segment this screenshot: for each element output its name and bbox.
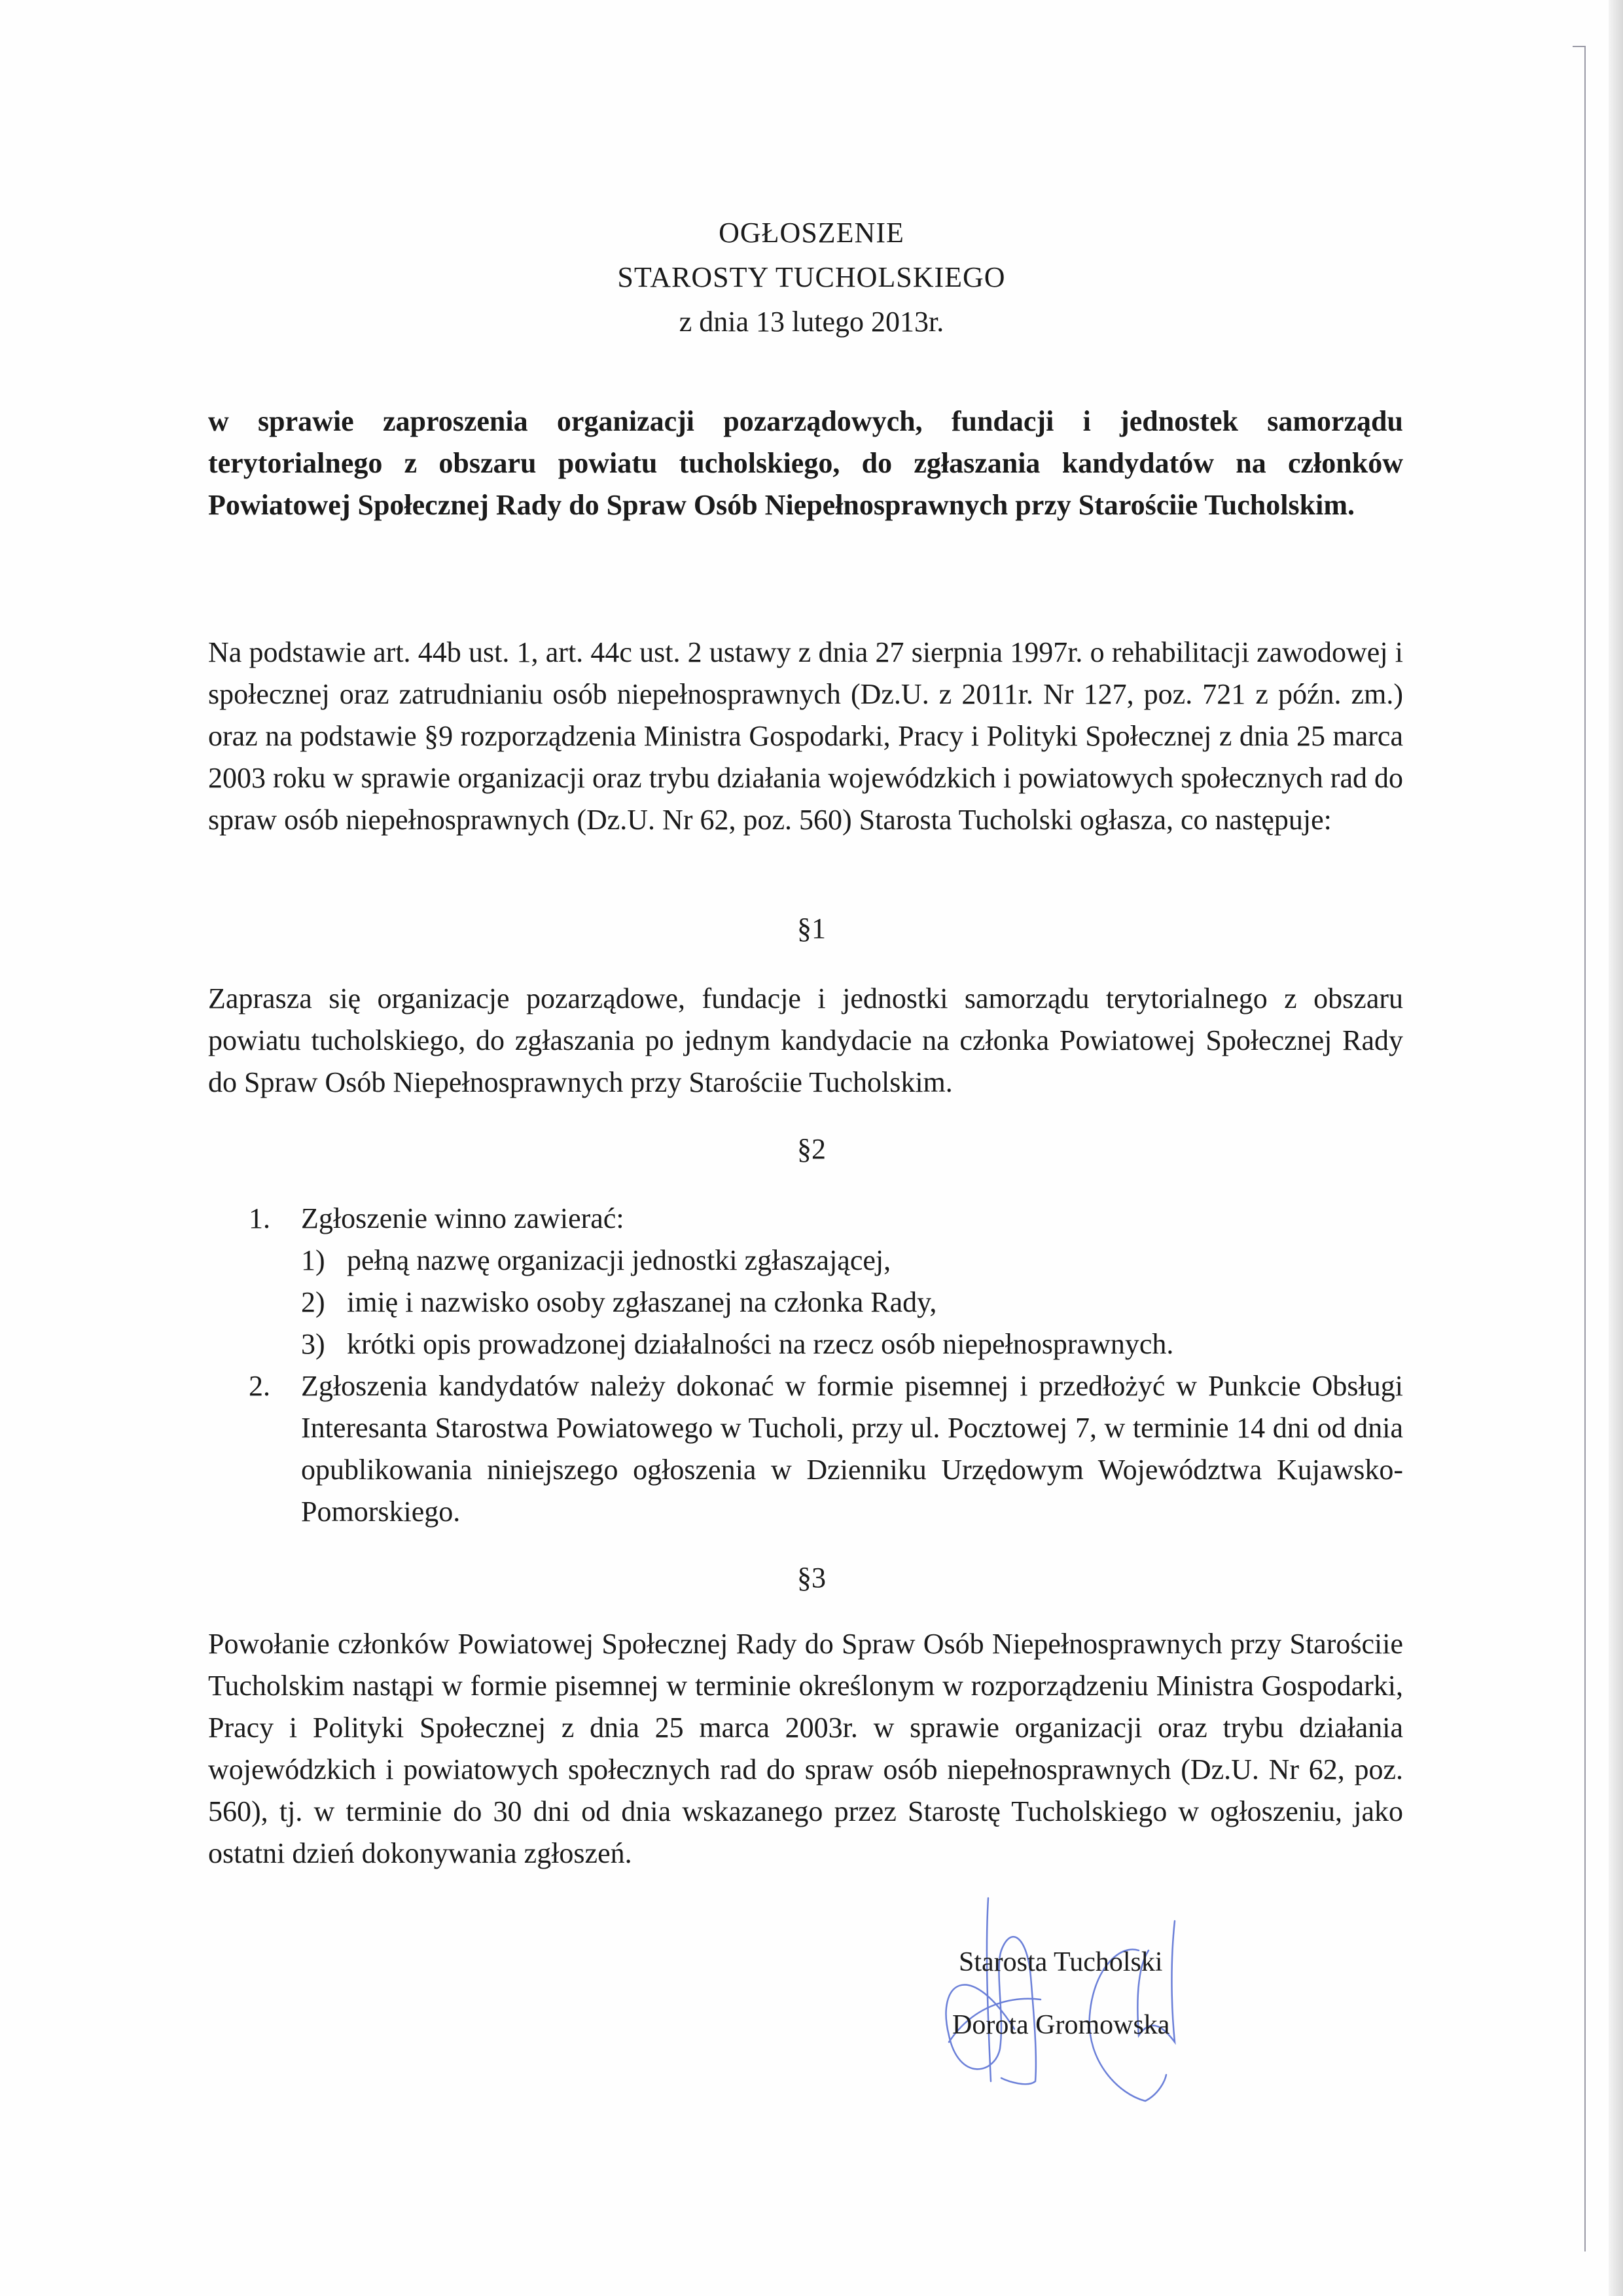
section-3-text: Powołanie członków Powiatowej Społecznej Rady do Spraw Osób Niepełnosprawnych przy Starościie Tucholskim nastąpi w formie pisemnej w terminie określonym w rozporządzeniu Ministra Gospodarki, Pracy i Polityki Społecznej z dnia 25 marca 2003r. w sprawie organizacji oraz trybu działania wojewódzkich i powiatowych społecznych rad do spraw osób niepełnosprawnych (Dz.U. Nr 62, poz. 560), tj. w terminie do 30 dni od dnia wskazanego przez Starostę Tucholskiego w ogłoszeniu, jako ostatni dzień dokonywania zgłoszeń.: [208, 1628, 1403, 1869]
document-issuer: STAROSTY TUCHOLSKIEGO: [617, 261, 1006, 293]
section-2-list: [249, 1198, 1403, 1533]
scan-border-line-top: [1573, 46, 1586, 47]
section-1-text: Zaprasza się organizacje pozarządowe, fundacje i jednostki samorządu terytorialnego z obszaru powiatu tucholskiego, do zgłaszania po jednym kandydacie na członka Powiatowej Społecznej Rady do Spraw Osób Niepełnosprawnych przy Starościie Tucholskim.: [208, 982, 1403, 1098]
sub-list: [249, 1240, 1403, 1365]
document-title: OGŁOSZENIE: [719, 217, 904, 249]
signature-block: [952, 1931, 1169, 2056]
legal-basis-paragraph: Na podstawie art. 44b ust. 1, art. 44c ust. 2 ustawy z dnia 27 sierpnia 1997r. o rehabilitacji zawodowej i społecznej oraz zatrudnianiu osób niepełnosprawnych (Dz.U. z 2011r. Nr 127, poz. 721 z późn. zm.) oraz na podstawie §9 rozporządzenia Ministra Gospodarki, Pracy i Polityki Społecznej z dnia 25 marca 2003 roku w sprawie organizacji oraz trybu działania wojewódzkich i powiatowych społecznych rad do spraw osób niepełnosprawnych (Dz.U. Nr 62, poz. 560) Starosta Tucholski ogłasza, co następuje:: [208, 636, 1403, 836]
list-item: [249, 1198, 1403, 1240]
document-subject: w sprawie zaproszenia organizacji pozarządowych, fundacji i jednostek samorządu terytorialnego z obszaru powiatu tucholskiego, do zgłaszania kandydatów na członków Powiatowej Społecznej Rady do Spraw Osób Niepełnosprawnych przy Starościie Tucholskim.: [208, 405, 1403, 521]
document-date: z dnia 13 lutego 2013r.: [679, 306, 944, 338]
section-1-heading: §1: [797, 912, 826, 944]
sub-list-item-text: imię i nazwisko osoby zgłaszanej na członka Rady,: [347, 1286, 937, 1318]
list-item-text: Zgłoszenie winno zawierać:: [301, 1202, 624, 1234]
sub-list-item: [301, 1282, 1403, 1323]
list-item: [249, 1365, 1403, 1533]
list-item-number: 1.: [249, 1202, 270, 1234]
sub-list-item-number: 1): [301, 1244, 325, 1276]
sub-list-item-text: krótki opis prowadzonej działalności na rzecz osób niepełnosprawnych.: [347, 1328, 1174, 1360]
sub-list-item: [301, 1323, 1403, 1365]
section-3-heading: §3: [797, 1562, 826, 1594]
sub-list-item-number: 3): [301, 1328, 325, 1360]
list-item-number: 2.: [249, 1370, 270, 1402]
list-item-text: Zgłoszenia kandydatów należy dokonać w formie pisemnej i przedłożyć w Punkcie Obsługi Interesanta Starostwa Powiatowego w Tucholi, przy ul. Pocztowej 7, w terminie 14 dni od dnia opublikowania niniejszego ogłoszenia w Dzienniku Urzędowym Województwa Kujawsko-Pomorskiego.: [301, 1370, 1403, 1528]
sub-list-item-text: pełną nazwę organizacji jednostki zgłaszającej,: [347, 1244, 891, 1276]
sub-list-item-number: 2): [301, 1286, 325, 1318]
signatory-role: Starosta Tucholski: [959, 1947, 1163, 1977]
section-2-heading: §2: [797, 1133, 826, 1165]
signatory-name: Dorota Gromowska: [952, 2010, 1170, 2040]
sub-list-item: [301, 1240, 1403, 1282]
